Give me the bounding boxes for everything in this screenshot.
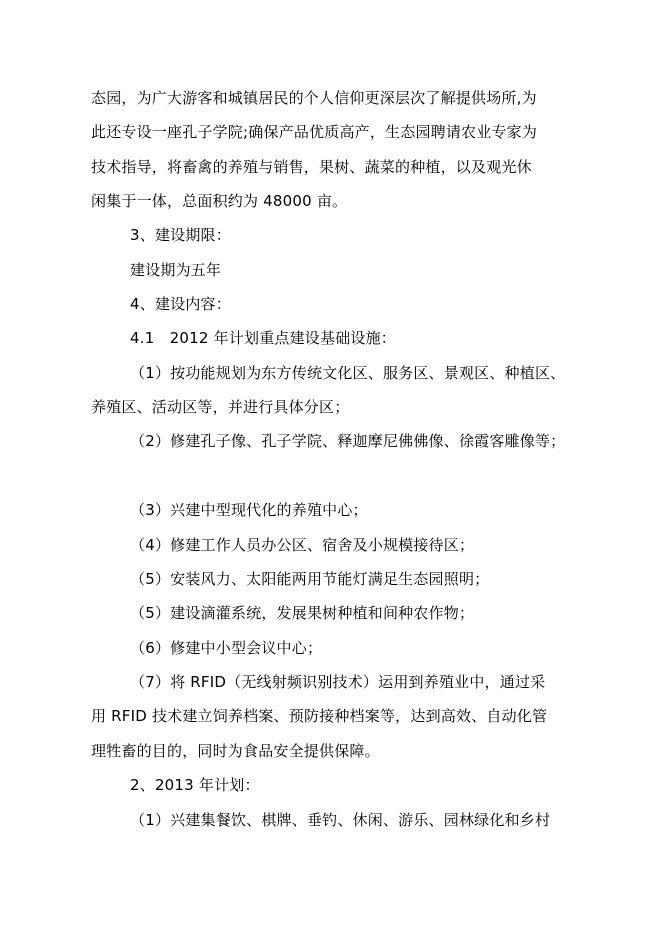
list-item: （3）兴建中型现代化的养殖中心；: [130, 501, 368, 519]
list-item-continuation: 养殖区、活动区等，并进行具体分区；: [91, 398, 350, 416]
list-item: （6）修建中小型会议中心；: [130, 639, 323, 657]
paragraph-line: 此还专设一座孔子学院;确保产品优质高产，生态园聘请农业专家为: [91, 123, 538, 141]
list-item-continuation: 理牲畜的目的，同时为食品安全提供保障。: [91, 742, 380, 760]
section-heading: 3、建设期限：: [130, 226, 231, 244]
section-heading: 4、建设内容：: [130, 295, 231, 313]
subsection-heading: 4.1 2012 年计划重点建设基础设施：: [130, 329, 396, 347]
paragraph-line: 技术指导，将畜禽的养殖与销售，果树、蔬菜的种植，以及观光休: [91, 158, 532, 176]
list-item: （1）兴建集餐饮、棋牌、垂钓、休闲、游乐、园林绿化和乡村: [130, 811, 551, 829]
section-heading: 2、2013 年计划：: [130, 776, 260, 794]
list-item: （2）修建孔子像、孔子学院、释迦摩尼佛佛像、徐霞客雕像等；: [130, 432, 566, 450]
list-item-continuation: 用 RFID 技术建立饲养档案、预防接种档案等，达到高效、自动化管: [91, 707, 548, 725]
list-item: （5）安装风力、太阳能两用节能灯满足生态园照明；: [130, 570, 490, 588]
list-item: （7）将 RFID（无线射频识别技术）运用到养殖业中，通过采: [130, 673, 546, 691]
paragraph-line: 闲集于一体，总面积约为 48000 亩。: [91, 192, 348, 210]
list-item: （1）按功能规划为东方传统文化区、服务区、景观区、种植区、: [130, 364, 566, 382]
list-item: （5）建设滴灌系统，发展果树种植和间种农作物；: [130, 604, 475, 622]
list-item: （4）修建工作人员办公区、宿舍及小规模接待区；: [130, 536, 475, 554]
paragraph-line: 建设期为五年: [130, 261, 222, 279]
paragraph-line: 态园，为广大游客和城镇居民的个人信仰更深层次了解提供场所,为: [91, 89, 537, 107]
